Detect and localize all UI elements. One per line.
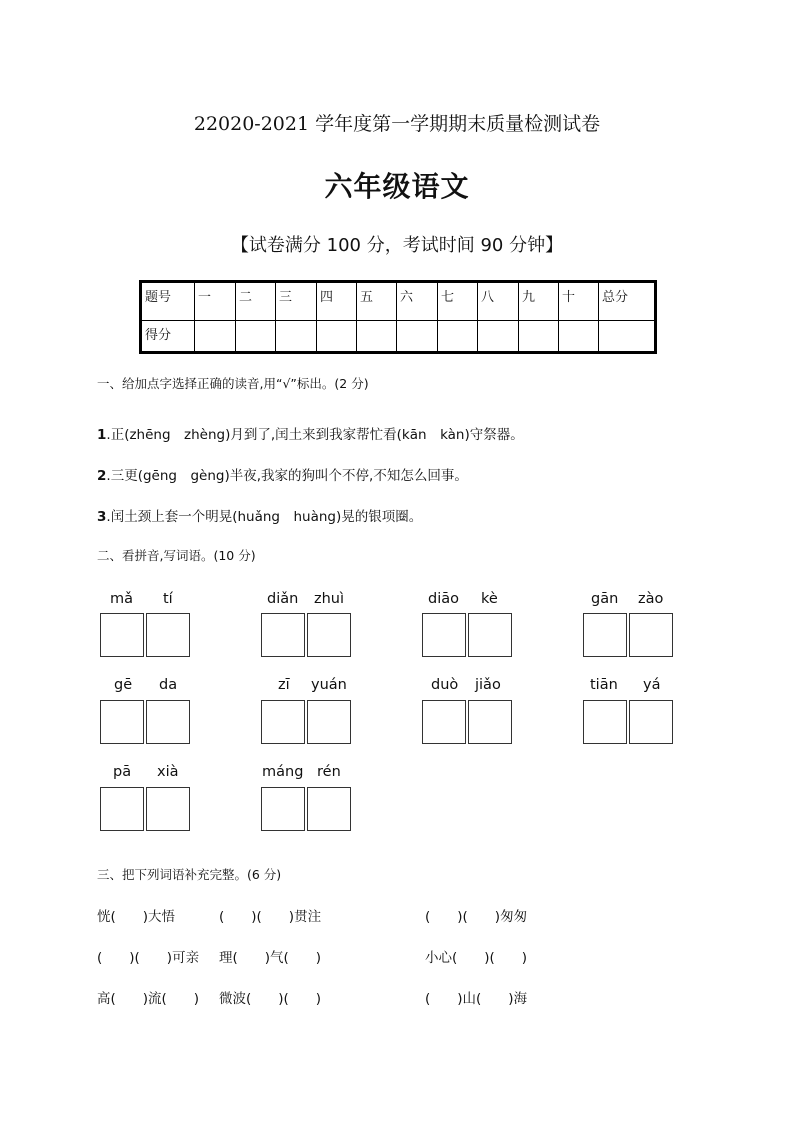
question-text: .闰土颈上套一个明晃(huǎng huàng)晃的银项圈。 [106, 509, 423, 525]
writing-box[interactable] [422, 613, 466, 657]
fill-in-idiom: ( )( )匆匆 [425, 909, 528, 925]
score-header-cell: 题号 [141, 282, 195, 321]
fill-in-idiom: ( )( )贯注 [219, 909, 322, 925]
score-cell [397, 321, 438, 353]
fill-in-idiom: 理( )气( ) [219, 950, 322, 966]
score-table-score-row [141, 321, 656, 353]
score-header-cell: 二 [236, 282, 276, 321]
question-3 [97, 505, 422, 525]
score-cell [599, 321, 656, 353]
pinyin-syllable: gē [114, 677, 133, 693]
writing-box[interactable] [629, 700, 673, 744]
fill-in-idiom: 微波( )( ) [219, 991, 322, 1007]
writing-box[interactable] [629, 613, 673, 657]
section3-title: 三、把下列词语补充完整。(6 分) [97, 867, 282, 882]
pinyin-syllable: gān [591, 591, 619, 607]
writing-box[interactable] [583, 700, 627, 744]
score-header-cell: 三 [276, 282, 317, 321]
score-cell [478, 321, 519, 353]
exam-title: 22020-2021 学年度第一学期期末质量检测试卷 [193, 113, 601, 135]
score-cell [317, 321, 357, 353]
writing-box[interactable] [146, 613, 190, 657]
score-cell [519, 321, 559, 353]
score-cell [438, 321, 478, 353]
pinyin-syllable: jiǎo [475, 677, 501, 693]
score-header-cell: 八 [478, 282, 519, 321]
score-header-cell: 七 [438, 282, 478, 321]
score-header-cell: 一 [195, 282, 236, 321]
writing-box[interactable] [468, 613, 512, 657]
pinyin-syllable: xià [157, 764, 179, 780]
writing-box[interactable] [422, 700, 466, 744]
fill-in-idiom: ( )山( )海 [425, 991, 528, 1007]
pinyin-syllable: rén [317, 764, 341, 780]
writing-box[interactable] [468, 700, 512, 744]
score-cell [195, 321, 236, 353]
pinyin-syllable: zī [278, 677, 290, 693]
pinyin-syllable: tí [163, 591, 173, 607]
pinyin-syllable: yá [643, 677, 661, 693]
score-header-cell: 五 [357, 282, 397, 321]
score-cell [357, 321, 397, 353]
pinyin-syllable: mǎ [110, 591, 134, 607]
question-number: 2 [97, 468, 107, 484]
score-cell [559, 321, 599, 353]
writing-box[interactable] [261, 613, 305, 657]
question-number: 3 [97, 509, 107, 525]
writing-box[interactable] [146, 787, 190, 831]
pinyin-syllable: da [159, 677, 178, 693]
score-header-cell: 六 [397, 282, 438, 321]
score-cell [276, 321, 317, 353]
writing-box[interactable] [307, 700, 351, 744]
writing-box[interactable] [146, 700, 190, 744]
writing-box[interactable] [100, 700, 144, 744]
exam-note: 【试卷满分 100 分，考试时间 90 分钟】 [230, 235, 564, 256]
pinyin-syllable: diāo [428, 591, 459, 607]
writing-box[interactable] [261, 787, 305, 831]
pinyin-syllable: pā [113, 764, 132, 780]
question-number: 1 [97, 427, 107, 443]
pinyin-syllable: máng [262, 764, 304, 780]
writing-box[interactable] [100, 787, 144, 831]
score-header-cell: 总分 [599, 282, 656, 321]
fill-in-idiom: 小心( )( ) [425, 950, 528, 966]
fill-in-idiom: 恍( )大悟 [97, 909, 176, 925]
pinyin-syllable: tiān [590, 677, 618, 693]
writing-box[interactable] [583, 613, 627, 657]
writing-box[interactable] [100, 613, 144, 657]
score-table-header-row [141, 282, 656, 321]
question-text: .三更(gēng gèng)半夜,我家的狗叫个不停,不知怎么回事。 [106, 468, 468, 484]
score-row-label: 得分 [141, 321, 195, 353]
subject-title: 六年级语文 [324, 170, 470, 203]
score-table [139, 280, 657, 354]
writing-box[interactable] [307, 613, 351, 657]
pinyin-syllable: duò [431, 677, 459, 693]
pinyin-syllable: kè [481, 591, 498, 607]
pinyin-syllable: zào [638, 591, 664, 607]
score-header-cell: 十 [559, 282, 599, 321]
pinyin-syllable: yuán [311, 677, 347, 693]
question-2 [97, 464, 468, 484]
writing-box[interactable] [307, 787, 351, 831]
pinyin-syllable: diǎn [267, 591, 299, 607]
writing-box[interactable] [261, 700, 305, 744]
pinyin-syllable: zhuì [314, 591, 345, 607]
score-header-cell: 九 [519, 282, 559, 321]
score-cell [236, 321, 276, 353]
fill-in-idiom: 高( )流( ) [97, 991, 200, 1007]
score-header-cell: 四 [317, 282, 357, 321]
fill-in-idiom: ( )( )可亲 [97, 950, 200, 966]
section1-title: 一、给加点字选择正确的读音,用“√”标出。(2 分) [97, 376, 369, 391]
section2-title: 二、看拼音,写词语。(10 分) [97, 548, 256, 563]
question-text: .正(zhēng zhèng)月到了,闰土来到我家帮忙看(kān kàn)守祭器。 [106, 427, 524, 443]
question-1 [97, 423, 524, 443]
